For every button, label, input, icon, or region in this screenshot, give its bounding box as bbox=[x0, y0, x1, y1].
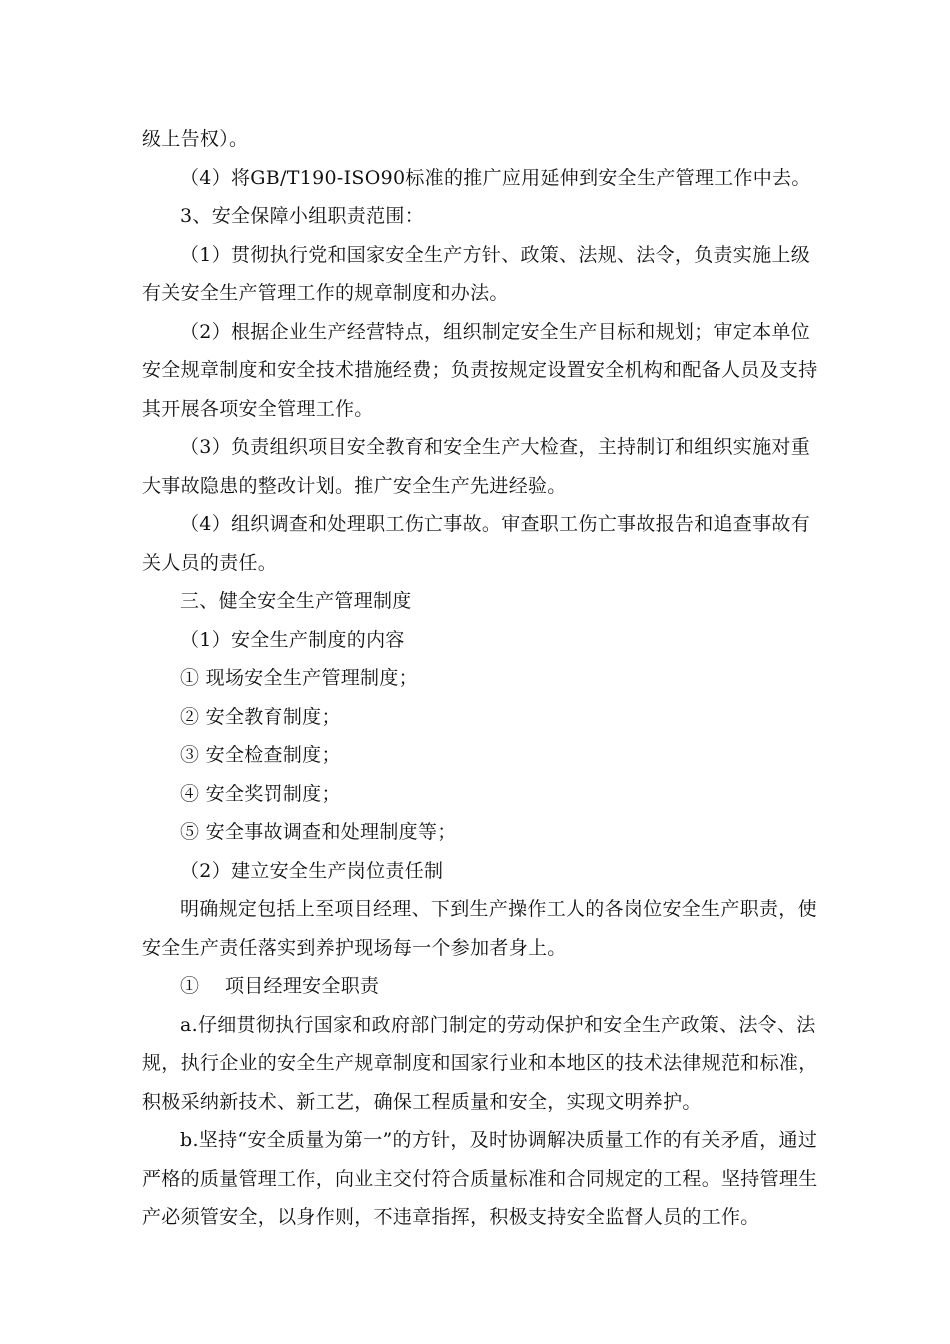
list-item-education: ② 安全教育制度； bbox=[180, 705, 341, 728]
document-body bbox=[142, 120, 818, 1237]
subheading-responsibility-system: （2）建立安全生产岗位责任制 bbox=[180, 859, 444, 882]
paragraph-duty-4: （4）组织调查和处理职工伤亡事故。审查职工伤亡事故报告和追查事故有关人员的责任。 bbox=[142, 513, 810, 574]
list-item-rewards-penalties: ④ 安全奖罚制度； bbox=[180, 782, 341, 805]
paragraph-manager-duty-a: a.仔细贯彻执行国家和政府部门制定的劳动保护和安全生产政策、法令、法规，执行企业的安全生产规章制度和国家行业和本地区的技术法律规范和标准，积极采纳新技术、新工艺，确保工程质量和安全，实现文明养护。 bbox=[142, 1013, 818, 1113]
paragraph-item-4-standard: （4）将GB/T190-ISO90标准的推广应用延伸到安全生产管理工作中去。 bbox=[180, 166, 811, 189]
subheading-manager-duties: ① 项目经理安全职责 bbox=[180, 975, 380, 997]
paragraph-manager-duty-b: b.坚持“安全质量为第一”的方针，及时协调解决质量工作的有关矛盾，通过严格的质量管理工作，向业主交付符合质量标准和合同规定的工程。坚持管理生产必须管安全，以身作则，不违章指挥，积极支持安全监督人员的工作。 bbox=[142, 1129, 818, 1228]
list-item-site-management: ① 现场安全生产管理制度； bbox=[180, 667, 418, 689]
section-heading-team-duties: 3、安全保障小组职责范围： bbox=[180, 205, 424, 227]
section-heading-safety-rules: 三、健全安全生产管理制度 bbox=[180, 590, 412, 612]
paragraph-continuation: 级上告权）。 bbox=[142, 128, 249, 150]
paragraph-duty-3: （3）负责组织项目安全教育和安全生产大检查，主持制订和组织实施对重大事故隐患的整改计划。推广安全生产先进经验。 bbox=[142, 436, 810, 497]
list-item-accident-investigation: ⑤ 安全事故调查和处理制度等； bbox=[180, 821, 457, 843]
paragraph-responsibility-scope: 明确规定包括上至项目经理、下到生产操作工人的各岗位安全生产职责，使安全生产责任落实到养护现场每一个参加者身上。 bbox=[142, 898, 817, 959]
list-item-inspection: ③ 安全检查制度； bbox=[180, 744, 341, 766]
subheading-rules-content: （1）安全生产制度的内容 bbox=[180, 628, 405, 651]
paragraph-duty-2: （2）根据企业生产经营特点，组织制定安全生产目标和规划；审定本单位安全规章制度和安全技术措施经费；负责按规定设置安全机构和配备人员及支持其开展各项安全管理工作。 bbox=[142, 320, 818, 420]
paragraph-duty-1: （1）贯彻执行党和国家安全生产方针、政策、法规、法令，负责实施上级有关安全生产管理工作的规章制度和办法。 bbox=[142, 243, 810, 304]
